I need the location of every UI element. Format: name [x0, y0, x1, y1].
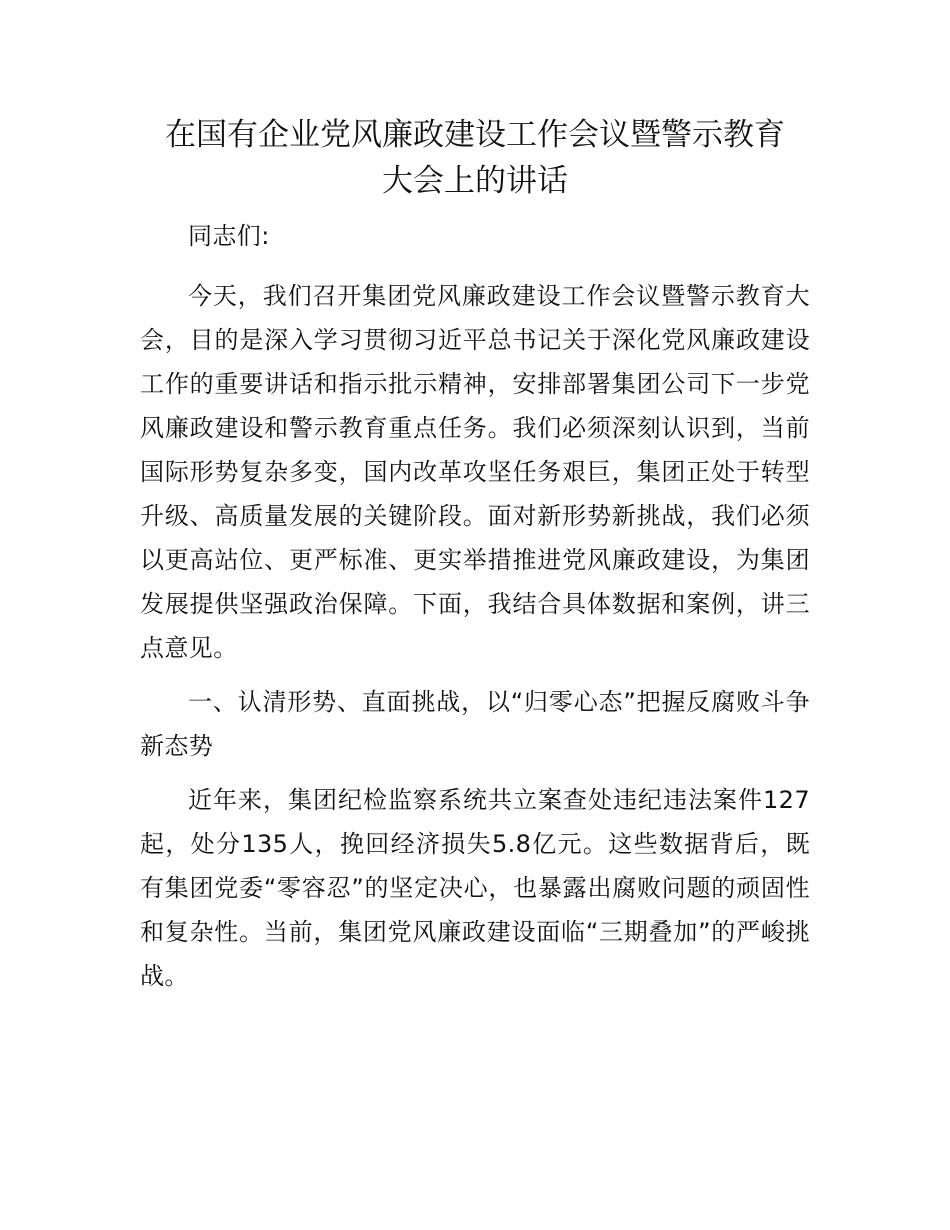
- document-body: [140, 214, 810, 1008]
- greeting: 同志们:: [188, 222, 270, 250]
- paragraph-section-1: 近年来，集团纪检监察系统共立案查处违纪违法案件127起，处分135人，挽回经济损失5.8亿元。这些数据背后，既有集团党委“零容忍”的坚定决心，也暴露出腐败问题的顽固性和复杂性。当前，集团党风廉政建设面临“三期叠加”的严峻挑战。: [140, 786, 810, 990]
- title-line-1: 在国有企业党风廉政建设工作会议暨警示教育: [165, 117, 785, 153]
- section-heading-1: 一、认清形势、直面挑战，以“归零心态”把握反腐败斗争新态势: [140, 688, 810, 760]
- paragraph-intro: 今天，我们召开集团党风廉政建设工作会议暨警示教育大会，目的是深入学习贯彻习近平总书记关于深化党风廉政建设工作的重要讲话和指示批示精神，安排部署集团公司下一步党风廉政建设和警示教育重点任务。我们必须深刻认识到，当前国际形势复杂多变，国内改革攻坚任务艰巨，集团正处于转型升级、高质量发展的关键阶段。面对新形势新挑战，我们必须以更高站位、更严标准、更实举措推进党风廉政建设，为集团发展提供坚强政治保障。下面，我结合具体数据和案例，讲三点意见。: [140, 282, 810, 662]
- title-line-2: 大会上的讲话: [382, 163, 568, 199]
- document-title: [120, 112, 830, 204]
